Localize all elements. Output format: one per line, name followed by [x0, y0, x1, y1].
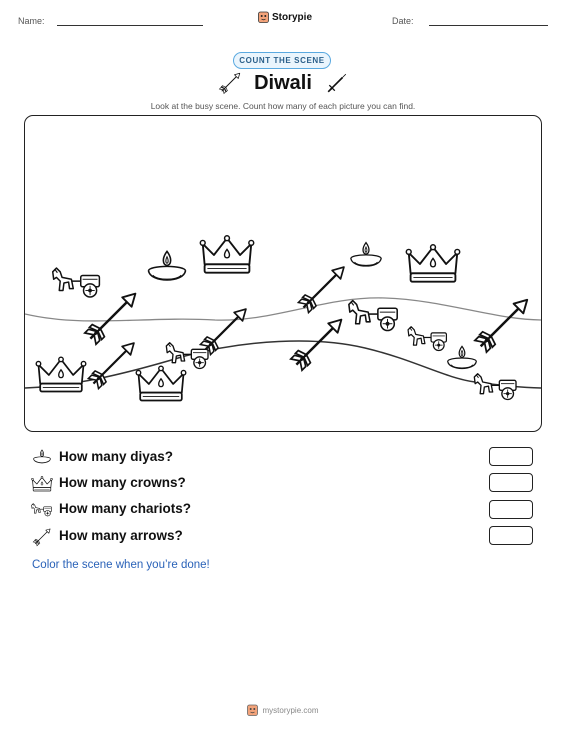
scene-artwork: [25, 116, 542, 432]
answer-box-crowns[interactable]: [489, 473, 533, 492]
brand-name: Storypie: [272, 11, 313, 23]
arrow-6: [475, 300, 527, 352]
background-hill-line: [25, 298, 542, 321]
arrow-4: [298, 267, 344, 313]
chariot-1: [53, 268, 100, 297]
counting-scene[interactable]: [24, 115, 542, 432]
arrow-1: [85, 294, 136, 345]
question-arrows: How many arrows?: [59, 528, 183, 543]
diya-1: [149, 251, 186, 280]
date-line[interactable]: [429, 25, 548, 26]
question-diyas: How many diyas?: [59, 449, 174, 464]
question-chariots: How many chariots?: [59, 501, 192, 516]
footer: [0, 704, 566, 716]
diya-icon: [30, 448, 54, 468]
storypie-logo-icon: [258, 11, 269, 23]
crown-3: [36, 357, 86, 391]
arrow-icon: [30, 527, 54, 547]
instructions: Look at the busy scene. Count how many of each picture you can find.: [150, 101, 416, 111]
diya-3: [448, 346, 477, 368]
diya-2: [351, 243, 381, 266]
crown-2: [406, 245, 459, 282]
crown-1: [200, 236, 253, 273]
footer-site[interactable]: mystorypie.com: [262, 705, 319, 715]
crown-4: [136, 366, 186, 400]
chariot-5: [474, 374, 516, 400]
sword-icon: [326, 72, 348, 94]
chariot-3: [408, 327, 446, 351]
activity-badge: COUNT THE SCENE: [233, 52, 331, 69]
chariot-icon: [30, 500, 54, 520]
page-title: Diwali: [254, 72, 312, 94]
brand-logo: [258, 11, 312, 23]
arrow-2: [88, 343, 134, 389]
arrow-5: [291, 320, 342, 371]
chariot-2: [349, 301, 397, 331]
crown-icon: [30, 474, 54, 494]
answer-box-diyas[interactable]: [489, 447, 533, 466]
coloring-note: Color the scene when you’re done!: [32, 559, 210, 571]
storypie-logo-icon: [247, 704, 258, 716]
name-label: Name:: [18, 16, 45, 26]
answer-box-arrows[interactable]: [489, 526, 533, 545]
question-crowns: How many crowns?: [59, 475, 186, 490]
date-label: Date:: [392, 16, 414, 26]
name-line[interactable]: [57, 25, 203, 26]
answer-box-chariots[interactable]: [489, 500, 533, 519]
